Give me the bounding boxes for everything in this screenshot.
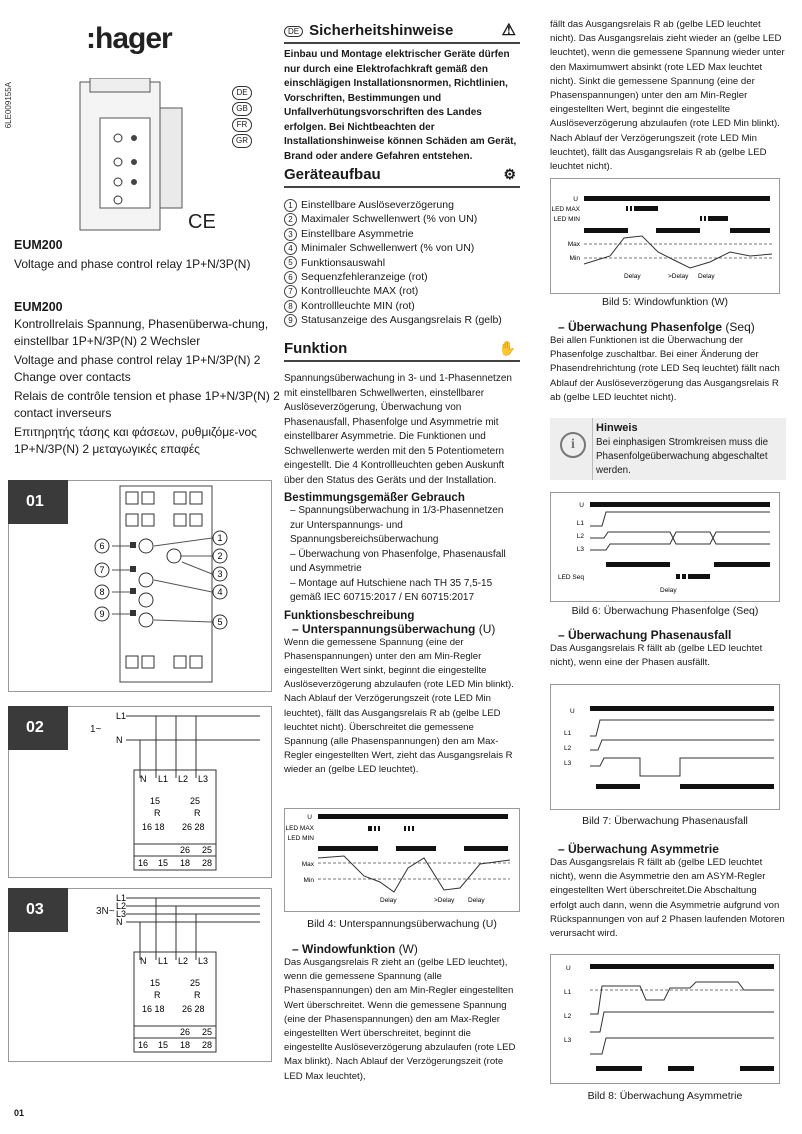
lang-fr: FR [232, 118, 252, 132]
fig03-term-n: N [140, 956, 147, 966]
fig02-term-n: N [140, 774, 147, 784]
safety-title: Sicherheitshinweise [309, 22, 454, 39]
safety-heading [284, 22, 520, 44]
under-code: (U) [478, 621, 496, 636]
list-item: 7 Kontrollleuchte MAX (rot) [284, 284, 520, 298]
f6-label-u: U [579, 502, 584, 509]
list-item: 1 Einstellbare Auslöseverzögerung [284, 198, 520, 212]
f6-label-l2: L2 [576, 533, 584, 540]
fig03-bb-18: 18 [180, 1040, 191, 1050]
use-item-1: – Spannungsüberwachung in 1/3-Phasennetzen zur Unterspannungs- und Spannungsbereichsüberwachung [290, 505, 504, 545]
page-number: 01 [14, 1108, 25, 1118]
lang-gr: GR [232, 134, 252, 148]
list-item: 5 Funktionsauswahl [284, 256, 520, 270]
seq-title: – Überwachung Phasenfolge [558, 320, 723, 334]
window-text-cont: fällt das Ausgangsrelais R ab (gelbe LED leuchtet nicht). Das Ausgangsrelais zieht wieder an (gelbe LED leuchtet), wenn die gemessene Spannung wieder unter den Maximumwert absinkt (rote LED Max leuchtet nicht). Sinkt die gemessene Spannung (eine der Phasenspannungen) unter den am Min-Regler eingestellten Wert, beginnt die eingestellte Auslöseverzögerung abzulaufen (rote LED Min blinkt). Nach Ablauf der Verzögerungszeit (rote LED Min leuchtet), fällt das Ausgangsrelais R ab (gelbe LED leuchtet nicht). [550, 19, 785, 173]
hint-text: Bei einphasigen Stromkreisen muss die Phasenfolgeüberwachung abgeschaltet werden. [596, 437, 769, 476]
fig02-term-l2: L2 [178, 774, 189, 784]
f5-label-u: U [573, 196, 578, 203]
device-illustration [60, 78, 220, 238]
callout-9: 9 [99, 609, 105, 619]
f6-label-l1: L1 [576, 520, 584, 527]
fig03-bt-26: 26 [180, 1027, 191, 1037]
f4-label-delay: Delay [380, 897, 397, 904]
product-en: Voltage and phase control relay 1P+N/3P(N) 2 Change over contacts [14, 353, 261, 384]
list-item: 4 Minimaler Schwellenwert (% von UN) [284, 241, 520, 255]
callout-5: 5 [217, 617, 223, 627]
under-title: – Unterspannungsüberwachung [292, 621, 476, 636]
fig02-r2: R [194, 808, 201, 818]
safety-lang-tag: DE [284, 26, 303, 37]
f5-label-delay3: Delay [698, 273, 715, 280]
f5-label-max: Max [567, 241, 580, 248]
figure-4-timing [284, 808, 520, 912]
hint-box [550, 418, 786, 480]
info-icon: i [560, 432, 586, 458]
f4-label-ledmax: LED MAX [285, 825, 314, 832]
fig03-line-l1: L1 [116, 893, 127, 903]
fig03-r1: R [154, 990, 161, 1000]
warning-icon: ⚠ [501, 22, 516, 39]
f5-label-min: Min [569, 255, 580, 262]
fig03-r2: R [194, 990, 201, 1000]
fig02-term-l1: L1 [158, 774, 169, 784]
function-intro: Spannungsüberwachung in 3- und 1-Phasennetzen mit einstellbaren Schwellwerten, einstellbarer Auslöseverzögerung, Überwachung von Phasenausfall, Phasenfolge und Asymmetrie mit einstellbarer Asymmetrie. Die Funktionen und Schwellenwerte werden mit den 5 Potentiometern eingestellt. Die 4 Kontrollleuchten geben Auskunft über den Status des Geräts und der Installation. [284, 373, 512, 486]
f5-label-delay2: >Delay [668, 273, 689, 280]
fig5-caption: Bild 5: Windowfunktion (W) [601, 296, 729, 308]
network-icon: ⚙ [503, 166, 516, 182]
product-en-title: Voltage and phase control relay 1P+N/3P(N) [14, 257, 251, 271]
figure-03-wiring [110, 890, 270, 1058]
list-item: 3 Einstellbare Asymmetrie [284, 227, 520, 241]
figure-02-wiring [110, 708, 270, 876]
callout-6: 6 [99, 541, 105, 551]
fig03-line-l2: L2 [116, 901, 127, 911]
figure-02-number: 02 [8, 706, 68, 750]
callout-8: 8 [99, 587, 105, 597]
fig03-c2628: 26 28 [182, 1004, 205, 1014]
f6-label-ledseq: LED Seq [557, 574, 584, 581]
f4-label-u: U [307, 814, 312, 821]
product-name-2: EUM200 [14, 300, 63, 314]
f7-label-l3: L3 [564, 760, 572, 767]
f8-label-u: U [566, 965, 571, 972]
fig03-term-l1: L1 [158, 956, 169, 966]
fig02-bb-28: 28 [202, 858, 213, 868]
figure-6-timing [550, 492, 780, 602]
f7-label-u: U [570, 708, 575, 715]
fig03-line-l3: L3 [116, 909, 127, 919]
asym-text: Das Ausgangsrelais R fällt ab (gelbe LED leuchtet nicht), wenn die Asymmetrie den am ASYM-Regler eingestellten Wert überschreitet.Die Abschaltung erfolgt auch dann, wenn die Asymmetrie aufgrund von Rückspannungen von auf 2 Phasen laufenden Motoren verursacht wird. [550, 857, 785, 940]
hand-gear-icon: ✋ [498, 340, 516, 356]
f6-label-delay: Delay [660, 587, 677, 594]
fig03-c25: 25 [190, 978, 201, 988]
fig02-term-l3: L3 [198, 774, 209, 784]
fig02-c15: 15 [150, 796, 161, 806]
hager-logo: :hager [86, 22, 172, 55]
list-item: 6 Sequenzfehleranzeige (rot) [284, 270, 520, 284]
figure-01-number: 01 [8, 480, 68, 524]
f7-label-l2: L2 [564, 745, 572, 752]
use-title: Bestimmungsgemäßer Gebrauch [284, 492, 465, 504]
figure-5-timing [550, 178, 780, 294]
asym-title: – Überwachung Asymmetrie [558, 842, 719, 856]
f8-label-l2: L2 [564, 1013, 572, 1020]
f4-label-max: Max [301, 861, 314, 868]
f8-label-l1: L1 [564, 989, 572, 996]
safety-text: Einbau und Montage elektrischer Geräte dürfen nur durch eine Elektrofachkraft gemäß den einschlägigen Installationsnormen, Richtlinien, Vorschriften, Bestimmungen und Unfallverhütungsvorschriften des Landes erfolgen. Bei Nichtbeachten der Installationshinweise können Schäden am Gerät, Brand oder andere Gefahren entstehen. [284, 49, 517, 162]
fig02-bb-15: 15 [158, 858, 169, 868]
f8-label-l3: L3 [564, 1037, 572, 1044]
fig02-c25: 25 [190, 796, 201, 806]
fig4-caption: Bild 4: Unterspannungsüberwachung (U) [307, 918, 497, 930]
under-text: Wenn die gemessene Spannung (eine der Phasenspannungen) unter den am Min-Regler eingestellten Wert sinkt, beginnt die eingestellte Auslöseverzögerung abzulaufen (rote LED Min blinkt). Nach Ablauf der Verzögerungszeit (rote LED Min leuchtet), fällt das Ausgangsrelais R ab (gelbe LED leuchtet nicht). Überschreitet die gemessene Spannung (alle Phasenspannungen) den am Max-Regler eingestellten Wert, zieht das Ausgangsrelais R wieder an (gelbe LED leuchtet). [284, 636, 514, 776]
figure-7-timing [550, 684, 780, 810]
figure-03-number: 03 [8, 888, 68, 932]
seq-text: Bei allen Funktionen ist die Überwachung der Phasenfolge zuschaltbar. Bei einer Änderung der Phasendrehrichtung (rote LED Seq leuchtet) fällt nach Ablauf der Auslöseverzögerung das Ausgangsrelais R ab (gelbe LED leuchtet nicht). [550, 335, 780, 403]
lang-de: DE [232, 86, 252, 100]
seq-section [550, 320, 786, 405]
structure-section [284, 166, 520, 328]
fig03-bb-28: 28 [202, 1040, 213, 1050]
loss-section [550, 628, 786, 670]
f5-label-delay: Delay [624, 273, 641, 280]
fig02-c2628: 26 28 [182, 822, 205, 832]
list-item: 9 Statusanzeige des Ausgangsrelais R (gelb) [284, 313, 520, 327]
fig02-bt-25: 25 [202, 845, 213, 855]
fig03-c15: 15 [150, 978, 161, 988]
product-de: Kontrollrelais Spannung, Phasenüberwa-chung, einstellbar 1P+N/3P(N) 2 Wechsler [14, 317, 269, 348]
fig03-bt-25: 25 [202, 1027, 213, 1037]
window-text: Das Ausgangsrelais R zieht an (gelbe LED leuchtet), wenn die gemessene Spannung (alle Phasenspannungen) den am Min-Regler eingestellten Wert überschreitet. Wenn die gemessene Spannung (eine der Phasenspannungen) den am Max-Regler eingestellten Wert überschreitet, beginnt die eingestellte Auslöseverzögerung abzulaufen (rote LED Max blinkt). Nach Ablauf der Verzögerungszeit (rote LED Max leuchtet), [284, 957, 516, 1082]
figure-8-timing [550, 954, 780, 1084]
window-code: (W) [398, 942, 418, 956]
f4-label-min: Min [303, 877, 314, 884]
fig03-term-l2: L2 [178, 956, 189, 966]
asym-section [550, 842, 786, 941]
product-gr: Επιτηρητής τάσης και φάσεων, ρυθμιζόμε-νος 1P+N/3P(N) 2 μεταγωγικές επαφές [14, 425, 257, 456]
list-item: 2 Maximaler Schwellenwert (% von UN) [284, 212, 520, 226]
callout-1: 1 [217, 533, 223, 543]
product-fr: Relais de contrôle tension et phase 1P+N/3P(N) 2 contact inverseurs [14, 389, 280, 420]
f4-label-delay2: >Delay [434, 897, 455, 904]
use-item-3: – Montage auf Hutschiene nach TH 35 7,5-15 gemäß IEC 60715:2017 / EN 60715:2017 [290, 577, 493, 603]
fig03-line-n: N [116, 917, 123, 927]
fig03-bb-15: 15 [158, 1040, 169, 1050]
structure-list [284, 198, 520, 328]
fig02-bb-16: 16 [138, 858, 149, 868]
fig03-bb-16: 16 [138, 1040, 149, 1050]
product-name: EUM200 [14, 238, 63, 252]
loss-title: – Überwachung Phasenausfall [558, 628, 732, 642]
fig02-line-l1: L1 [116, 711, 127, 721]
fig02-c1618: 16 18 [142, 822, 165, 832]
fig03-term-l3: L3 [198, 956, 209, 966]
window-title: – Windowfunktion [292, 942, 396, 956]
function-section [284, 340, 520, 778]
lang-gb: GB [232, 102, 252, 116]
f5-label-ledmin: LED MIN [553, 216, 580, 223]
callout-7: 7 [99, 565, 105, 575]
fig02-bb-18: 18 [180, 858, 191, 868]
use-item-2: – Überwachung von Phasenfolge, Phasenausfall und Asymmetrie [290, 548, 506, 574]
fig02-bt-26: 26 [180, 845, 191, 855]
f5-label-ledmax: LED MAX [551, 206, 580, 213]
callout-3: 3 [217, 569, 223, 579]
fig03-supply: 3N~ [96, 906, 115, 917]
structure-title: Geräteaufbau [284, 166, 381, 183]
svg-text:CE: CE [188, 211, 216, 233]
fig03-c1618: 16 18 [142, 1004, 165, 1014]
f4-label-delay3: Delay [468, 897, 485, 904]
function-title: Funktion [284, 340, 348, 357]
fig02-supply: 1~ [90, 724, 102, 735]
seq-code: (Seq) [725, 320, 755, 334]
safety-section [284, 22, 520, 164]
f7-label-l1: L1 [564, 730, 572, 737]
desc-title: Funktionsbeschreibung [284, 609, 415, 622]
document-id: 6LE009155A [4, 82, 13, 129]
figure-01-front-panel [90, 482, 270, 688]
list-item: 8 Kontrollleuchte MIN (rot) [284, 299, 520, 313]
hint-title: Hinweis [596, 422, 638, 434]
window-section [284, 942, 520, 1084]
callout-4: 4 [217, 587, 223, 597]
callout-2: 2 [217, 551, 223, 561]
fig02-line-n: N [116, 735, 123, 745]
fig02-r1: R [154, 808, 161, 818]
fig7-caption: Bild 7: Überwachung Phasenausfall [582, 815, 748, 827]
fig8-caption: Bild 8: Überwachung Asymmetrie [587, 1090, 743, 1102]
fig6-caption: Bild 6: Überwachung Phasenfolge (Seq) [571, 605, 759, 617]
f4-label-ledmin: LED MIN [287, 835, 314, 842]
f6-label-l3: L3 [576, 546, 584, 553]
loss-text: Das Ausgangsrelais R fällt ab (gelbe LED leuchtet nicht), wenn eine der Phasen ausfällt. [550, 643, 763, 669]
